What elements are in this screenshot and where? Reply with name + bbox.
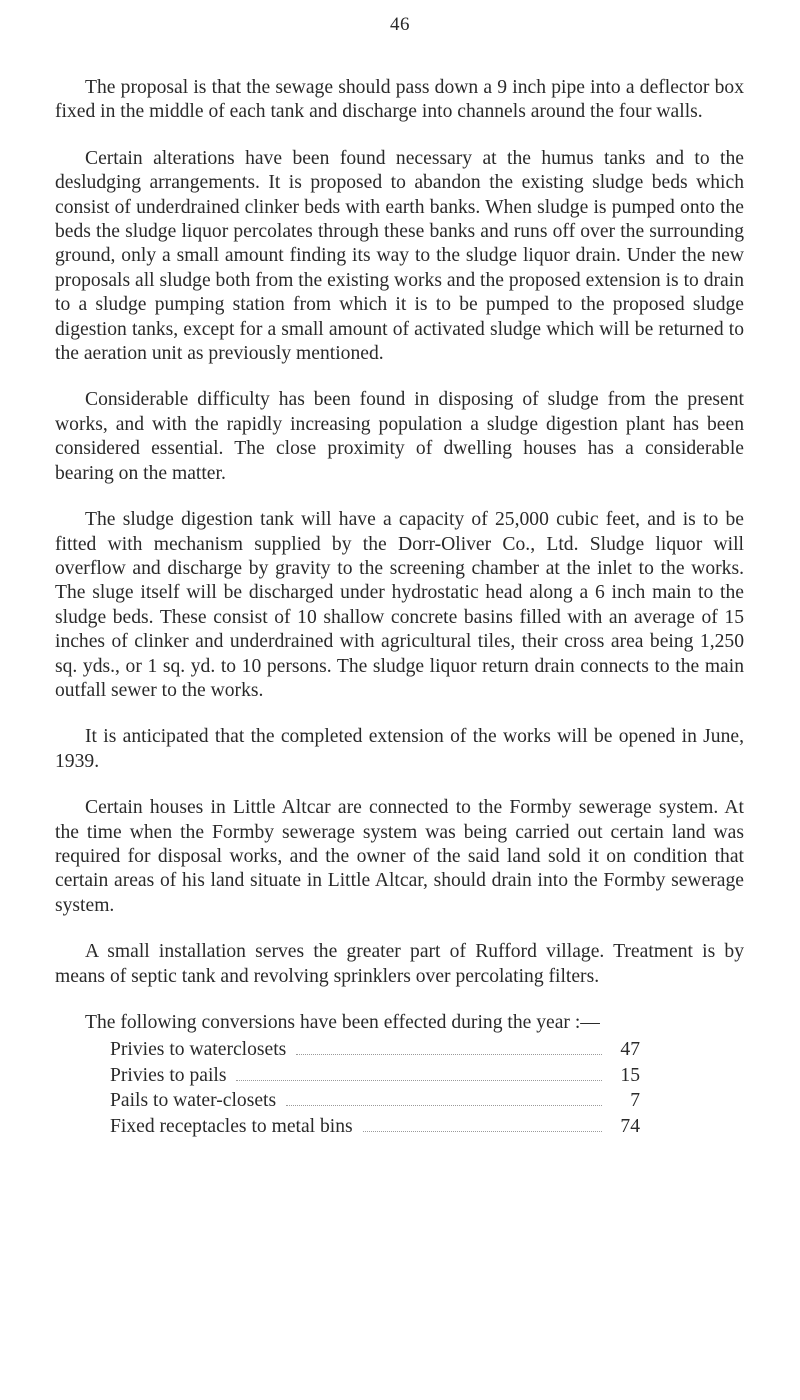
conversion-row: [110, 1088, 640, 1114]
conversion-value: 74: [620, 1115, 640, 1137]
paragraph-little-altcar: Certain houses in Little Altcar are connected to the Formby sewerage system. At the time when the Formby sewerage system was being carried out certain land was required for disposal works, and the owner of the said land sold it on condition that certain areas of his land situate in Little Altcar, should drain into the Formby sewerage system.: [55, 797, 744, 916]
leader-dots: [296, 1053, 602, 1055]
body-text: [55, 76, 744, 1139]
conversion-value: 7: [630, 1090, 640, 1112]
conversion-row: [110, 1114, 640, 1140]
conversion-label: Pails to water-closets: [110, 1090, 277, 1112]
conversion-label: Privies to pails: [110, 1064, 227, 1086]
conversion-label: Privies to waterclosets: [110, 1039, 287, 1061]
paragraph-completion-date: It is anticipated that the completed extension of the works will be opened in June, 1939.: [55, 726, 744, 772]
paragraph-deflector-box: The proposal is that the sewage should pass down a 9 inch pipe into a deflector box fixed in the middle of each tank and discharge into channels around the four walls.: [55, 77, 744, 123]
page-number: 46: [390, 14, 410, 35]
conversion-value: 47: [620, 1039, 640, 1061]
paragraph-sludge-disposal: Considerable difficulty has been found in disposing of sludge from the present works, and with the rapidly increasing population a sludge digestion plant has been considered essential. The close proximity of dwelling houses has a considerable bearing on the matter.: [55, 389, 744, 484]
conversions-intro: The following conversions have been effected during the year :—: [85, 1012, 600, 1033]
conversions-list: [55, 1037, 744, 1139]
paragraph-rufford: A small installation serves the greater part of Rufford village. Treatment is by means of septic tank and revolving sprinklers over percolating filters.: [55, 941, 744, 987]
paragraph-desludging-alterations: Certain alterations have been found necessary at the humus tanks and to the desludging arrangements. It is proposed to abandon the existing sludge beds which consist of underdrained clinker beds with earth banks. When sludge is pumped onto the beds the sludge liquor percolates through these banks and runs off over the surrounding ground, only a small amount finding its way to the sludge liquor drain. Under the new proposals all sludge both from the existing works and the proposed extension is to drain to a sludge pumping station from which it is to be pumped to the proposed sludge digestion tanks, except for a small amount of activated sludge which will be returned to the aeration unit as previously mentioned.: [55, 147, 744, 365]
conversion-row: [110, 1037, 640, 1063]
leader-dots: [363, 1130, 602, 1132]
leader-dots: [236, 1079, 602, 1081]
conversion-label: Fixed receptacles to metal bins: [110, 1115, 353, 1137]
conversion-row: [110, 1063, 640, 1089]
conversion-value: 15: [620, 1064, 640, 1086]
paragraph-digestion-tank: The sludge digestion tank will have a capacity of 25,000 cubic feet, and is to be fitted with mechanism supplied by the Dorr-Oliver Co., Ltd. Sludge liquor will overflow and discharge by gravity to the screening chamber at the inlet to the works. The sluge itself will be discharged under hydrostatic head along a 6 inch main to the sludge beds. These consist of 10 shallow concrete basins filled with an average of 15 inches of clinker and underdrained with agricultural tiles, their cross area being 1,250 sq. yds., or 1 sq. yd. to 10 persons. The sludge liquor return drain connects to the main outfall sewer to the works.: [55, 509, 744, 701]
leader-dots: [286, 1104, 602, 1106]
